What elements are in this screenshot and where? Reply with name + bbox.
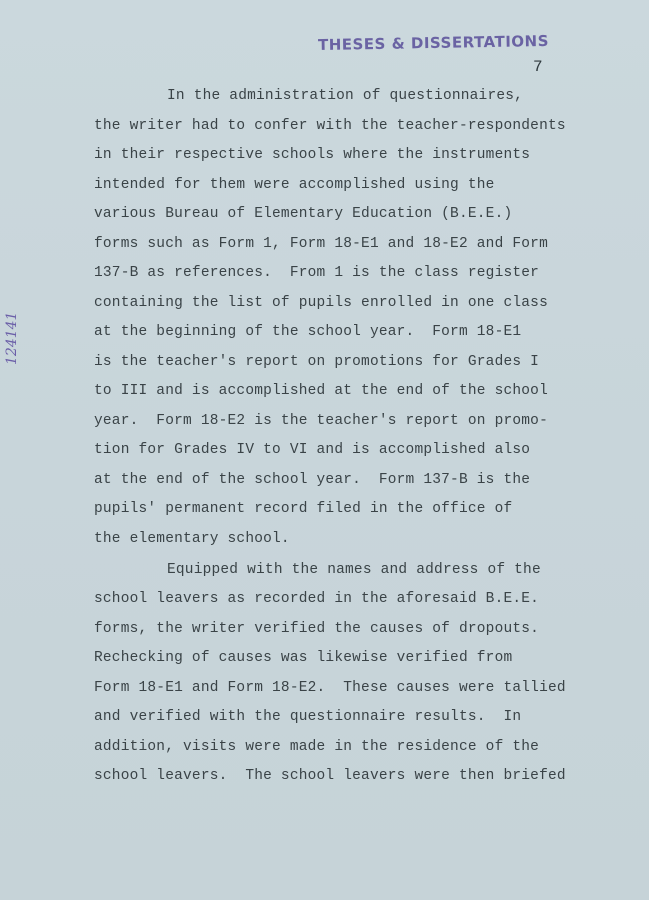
text-line: In the administration of questionnaires, — [167, 88, 524, 104]
library-stamp: THESES & DISSERTATIONS — [317, 31, 550, 55]
text-line: in their respective schools where the instruments — [94, 147, 531, 163]
text-line: at the beginning of the school year. Form 18-E1 — [94, 324, 522, 340]
text-line: and verified with the questionnaire results. In — [94, 709, 522, 725]
text-line: containing the list of pupils enrolled in one class — [94, 295, 548, 311]
text-line: Rechecking of causes was likewise verified from — [94, 650, 513, 666]
text-line: at the end of the school year. Form 137-B is the — [94, 472, 531, 488]
text-line: pupils' permanent record filed in the office of — [94, 501, 513, 517]
text-line: intended for them were accomplished using the — [94, 177, 495, 193]
text-line: addition, visits were made in the residence of the — [94, 739, 540, 755]
text-line: the elementary school. — [94, 531, 290, 547]
text-line: tion for Grades IV to VI and is accomplished also — [94, 442, 531, 458]
text-line: various Bureau of Elementary Education (B.E.E.) — [94, 206, 513, 222]
text-line: forms, the writer verified the causes of dropouts. — [94, 621, 540, 637]
text-line: year. Form 18-E2 is the teacher's report on promo- — [94, 413, 548, 429]
text-line: Form 18-E1 and Form 18-E2. These causes were tallied — [94, 680, 566, 696]
text-line: 137-B as references. From 1 is the class register — [94, 265, 540, 281]
text-line: school leavers. The school leavers were then briefed — [94, 768, 566, 784]
text-line: to III and is accomplished at the end of the school — [94, 383, 548, 399]
text-line: the writer had to confer with the teacher-respondents — [94, 118, 566, 134]
page-number: 7 — [533, 58, 543, 76]
handwritten-margin-note: 124141 — [4, 311, 20, 365]
text-line: Equipped with the names and address of the — [167, 562, 541, 578]
text-line: is the teacher's report on promotions for Grades I — [94, 354, 540, 370]
text-line: forms such as Form 1, Form 18-E1 and 18-E2 and Form — [94, 236, 548, 252]
text-line: school leavers as recorded in the aforesaid B.E.E. — [94, 591, 540, 607]
